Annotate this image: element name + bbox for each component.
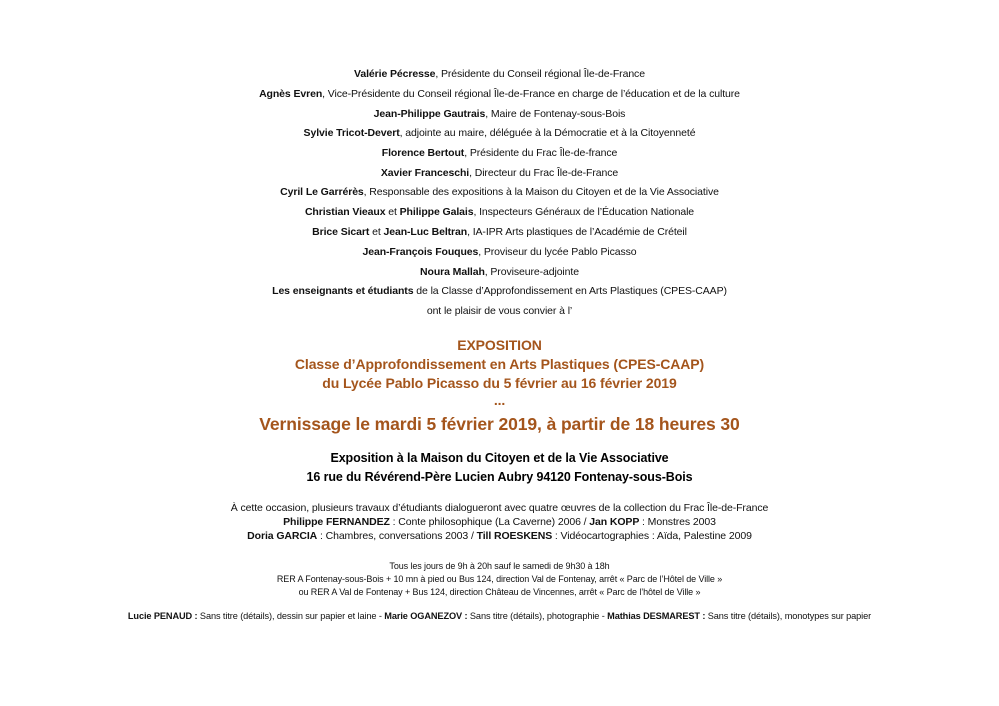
host-line [0, 87, 999, 101]
credit-desc: Sans titre (détails), photographie - [467, 611, 608, 621]
transport-info: ou RER A Val de Fontenay + Bus 124, direction Château de Vincennes, arrêt « Parc de l’hôtel de Ville » [298, 587, 701, 597]
host-name: Christian Vieaux [304, 206, 386, 218]
artist-name: Doria GARCIA [247, 530, 318, 542]
works-line [0, 529, 999, 543]
host-name: Jean-Luc Beltran [383, 226, 468, 238]
work-title: : Conte philosophique (La Caverne) 2006 / [389, 516, 590, 528]
host-line: Brice Sicart et Jean-Luc Beltran, IA-IPR Arts plastiques de l’Académie de Créteil [312, 226, 687, 238]
host-role: , IA-IPR Arts plastiques de l’Académie de Créteil [467, 226, 687, 238]
host-name: Jean-François Fouques [362, 246, 479, 258]
work-title: : Monstres 2003 [639, 516, 716, 528]
artist-name: Philippe FERNANDEZ [283, 516, 390, 528]
vernissage: Vernissage le mardi 5 février 2019, à partir de 18 heures 30 [259, 414, 740, 434]
artist-name: Jan KOPP [589, 516, 640, 528]
separator: ... [493, 392, 506, 408]
host-name: Noura Mallah [420, 266, 485, 278]
host-name: Philippe Galais [399, 206, 474, 218]
host-role: , adjointe au maire, déléguée à la Démocratie et à la Citoyenneté [399, 127, 696, 139]
image-credits [0, 610, 999, 623]
host-line [0, 185, 999, 199]
host-role: , Proviseure-adjointe [484, 266, 579, 278]
host-role: , Responsable des expositions à la Maison du Citoyen et de la Vie Associative [363, 186, 719, 198]
host-role: , Inspecteurs Généraux de l’Éducation Nationale [473, 206, 695, 218]
artist-name: Till ROESKENS [476, 530, 553, 542]
transport-info: RER A Fontenay-sous-Bois + 10 mn à pied ou Bus 124, direction Val de Fontenay, arrêt « Parc de l’Hôtel de Ville » [276, 574, 723, 584]
credit-desc: Sans titre (détails), dessin sur papier et laine - [197, 611, 385, 621]
host-line [0, 284, 999, 298]
venue-address: 16 rue du Révérend-Père Lucien Aubry 94120 Fontenay-sous-Bois [306, 470, 693, 484]
host-role: , Maire de Fontenay-sous-Bois [485, 108, 626, 120]
host-role: , Directeur du Frac Île-de-France [469, 167, 619, 179]
host-line [0, 166, 999, 180]
host-name: Jean-Philippe Gautrais [373, 108, 486, 120]
invite-text: ont le plaisir de vous convier à l’ [426, 305, 573, 317]
host-line: Christian Vieaux et Philippe Galais, Inspecteurs Généraux de l’Éducation Nationale [304, 206, 695, 218]
host-line [0, 265, 999, 279]
exhibition-label: EXPOSITION [457, 337, 542, 353]
exhibition-dates: du Lycée Pablo Picasso du 5 février au 16 février 2019 [322, 375, 677, 391]
host-name: Florence Bertout [381, 147, 465, 159]
host-line [0, 67, 999, 81]
host-name: Les enseignants et étudiants [272, 285, 414, 297]
exhibition-title: Classe d’Approfondissement en Arts Plastiques (CPES-CAAP) [294, 356, 705, 372]
credit-artist: Marie OGANEZOV : [384, 611, 468, 621]
works-intro: À cette occasion, plusieurs travaux d’étudiants dialogueront avec quatre œuvres de la collection du Frac Île-de-France [230, 502, 769, 514]
credit-artist: Lucie PENAUD : [127, 611, 198, 621]
work-title: : Chambres, conversations 2003 / [317, 530, 477, 542]
host-name: Agnès Evren [259, 88, 323, 100]
host-name: Cyril Le Garrérès [280, 186, 364, 198]
works-line [0, 515, 999, 529]
host-name: Xavier Franceschi [380, 167, 470, 179]
opening-hours: Tous les jours de 9h à 20h sauf le samedi de 9h30 à 18h [389, 561, 610, 571]
host-role: , Proviseur du lycée Pablo Picasso [478, 246, 637, 258]
host-line [0, 107, 999, 121]
host-role: , Vice-Présidente du Conseil régional Île-de-France en charge de l’éducation et de la culture [322, 88, 740, 100]
work-title: : Vidéocartographies : Aïda, Palestine 2009 [552, 530, 752, 542]
host-role: de la Classe d’Approfondissement en Arts Plastiques (CPES-CAAP) [413, 285, 727, 297]
credit-desc: Sans titre (détails), monotypes sur papier [705, 611, 872, 621]
host-line [0, 126, 999, 140]
host-role: , Présidente du Conseil régional Île-de-France [435, 68, 645, 80]
host-line [0, 245, 999, 259]
host-name: Sylvie Tricot-Devert [303, 127, 400, 139]
host-name: Brice Sicart [312, 226, 370, 238]
credit-artist: Mathias DESMAREST : [607, 611, 706, 621]
host-name: Valérie Pécresse [354, 68, 436, 80]
host-role: , Présidente du Frac Île-de-france [464, 147, 618, 159]
host-line [0, 146, 999, 160]
venue-name: Exposition à la Maison du Citoyen et de la Vie Associative [330, 451, 669, 465]
